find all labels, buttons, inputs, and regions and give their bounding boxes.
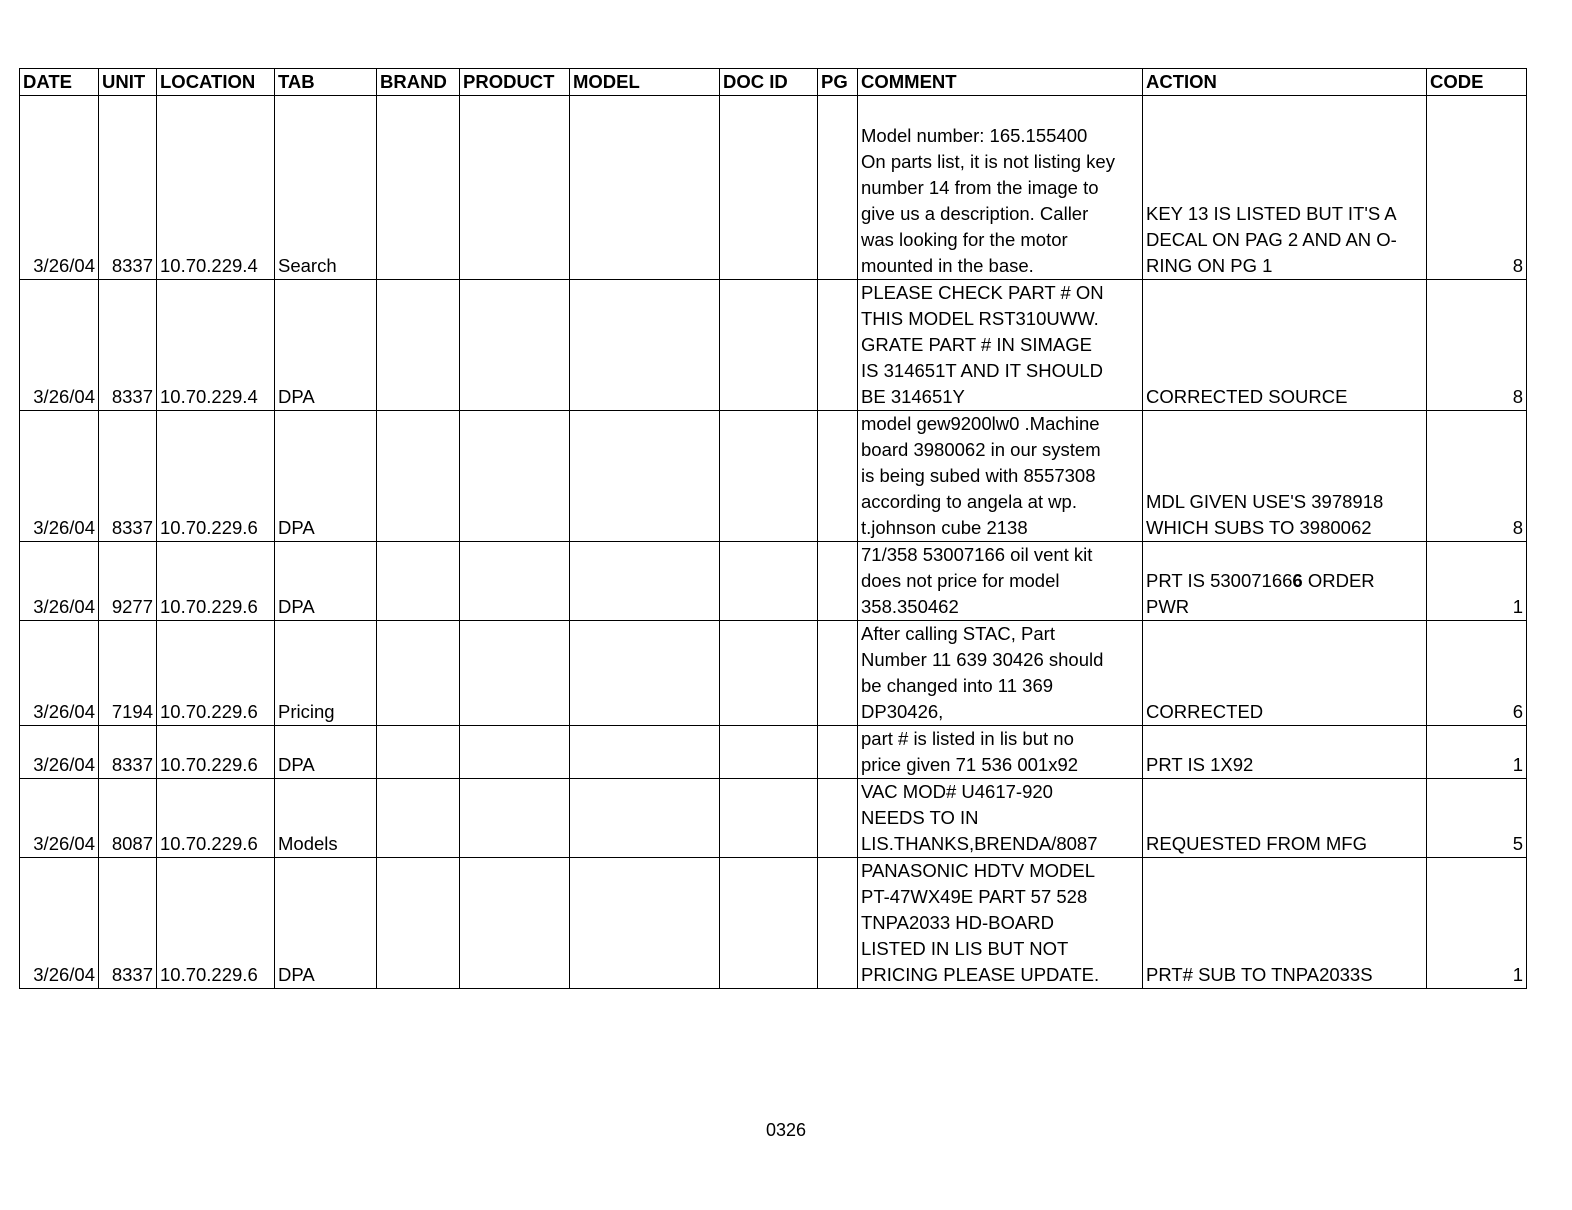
- unit-cell: 7194: [99, 621, 157, 726]
- location-cell: 10.70.229.6: [157, 621, 275, 726]
- comment-cell: After calling STAC, Part Number 11 639 30426 should be changed into 11 369 DP30426,: [858, 621, 1143, 726]
- model-cell: [570, 621, 720, 726]
- product-cell: [460, 411, 570, 542]
- tab-cell: DPA: [275, 411, 377, 542]
- tab-cell: Search: [275, 96, 377, 280]
- col-header-action: ACTION: [1143, 69, 1427, 96]
- comment-cell: 71/358 53007166 oil vent kit does not price for model 358.350462: [858, 542, 1143, 621]
- location-cell: 10.70.229.6: [157, 858, 275, 989]
- comment-cell: PLEASE CHECK PART # ON THIS MODEL RST310UWW. GRATE PART # IN SIMAGE IS 314651T AND IT SHOULD BE 314651Y: [858, 280, 1143, 411]
- pg-cell: [818, 726, 858, 779]
- table-row: [20, 280, 1527, 411]
- col-header-model: MODEL: [570, 69, 720, 96]
- tab-cell: DPA: [275, 858, 377, 989]
- pg-cell: [818, 621, 858, 726]
- code-cell: 6: [1427, 621, 1527, 726]
- doc-id-cell: [720, 726, 818, 779]
- model-cell: [570, 542, 720, 621]
- unit-cell: 9277: [99, 542, 157, 621]
- brand-cell: [377, 858, 460, 989]
- col-header-brand: BRAND: [377, 69, 460, 96]
- action-cell: PRT IS 1X92: [1143, 726, 1427, 779]
- model-cell: [570, 411, 720, 542]
- code-cell: 1: [1427, 726, 1527, 779]
- doc-id-cell: [720, 411, 818, 542]
- col-header-doc-id: DOC ID: [720, 69, 818, 96]
- unit-cell: 8337: [99, 858, 157, 989]
- location-cell: 10.70.229.6: [157, 411, 275, 542]
- table-row: [20, 411, 1527, 542]
- date-cell: 3/26/04: [20, 542, 99, 621]
- comment-cell: model gew9200lw0 .Machine board 3980062 in our system is being subed with 8557308 according to angela at wp. t.johnson cube 2138: [858, 411, 1143, 542]
- date-cell: 3/26/04: [20, 779, 99, 858]
- model-cell: [570, 779, 720, 858]
- comment-cell: PANASONIC HDTV MODEL PT-47WX49E PART 57 528 TNPA2033 HD-BOARD LISTED IN LIS BUT NOT PRICING PLEASE UPDATE.: [858, 858, 1143, 989]
- col-header-unit: UNIT: [99, 69, 157, 96]
- tab-cell: DPA: [275, 280, 377, 411]
- product-cell: [460, 280, 570, 411]
- brand-cell: [377, 779, 460, 858]
- col-header-location: LOCATION: [157, 69, 275, 96]
- pg-cell: [818, 280, 858, 411]
- code-cell: 5: [1427, 779, 1527, 858]
- unit-cell: 8337: [99, 280, 157, 411]
- action-cell: KEY 13 IS LISTED BUT IT'S A DECAL ON PAG 2 AND AN O- RING ON PG 1: [1143, 96, 1427, 280]
- location-cell: 10.70.229.6: [157, 726, 275, 779]
- location-cell: 10.70.229.6: [157, 779, 275, 858]
- date-cell: 3/26/04: [20, 858, 99, 989]
- brand-cell: [377, 280, 460, 411]
- location-cell: 10.70.229.4: [157, 280, 275, 411]
- product-cell: [460, 858, 570, 989]
- col-header-product: PRODUCT: [460, 69, 570, 96]
- code-cell: 1: [1427, 858, 1527, 989]
- doc-id-cell: [720, 96, 818, 280]
- product-cell: [460, 96, 570, 280]
- doc-id-cell: [720, 779, 818, 858]
- table-row: [20, 96, 1527, 280]
- action-cell: [1143, 542, 1427, 621]
- table-row: [20, 779, 1527, 858]
- action-text: PRT IS 53007166: [1146, 570, 1293, 591]
- product-cell: [460, 542, 570, 621]
- action-cell: CORRECTED SOURCE: [1143, 280, 1427, 411]
- code-cell: 1: [1427, 542, 1527, 621]
- brand-cell: [377, 621, 460, 726]
- comment-cell: Model number: 165.155400 On parts list, it is not listing key number 14 from the image to give us a description. Caller was looking for the motor mounted in the base.: [858, 96, 1143, 280]
- table-row: [20, 726, 1527, 779]
- code-cell: 8: [1427, 411, 1527, 542]
- date-cell: 3/26/04: [20, 96, 99, 280]
- product-cell: [460, 779, 570, 858]
- action-cell: REQUESTED FROM MFG: [1143, 779, 1427, 858]
- action-cell: PRT# SUB TO TNPA2033S: [1143, 858, 1427, 989]
- doc-id-cell: [720, 280, 818, 411]
- tab-cell: Pricing: [275, 621, 377, 726]
- model-cell: [570, 726, 720, 779]
- unit-cell: 8087: [99, 779, 157, 858]
- date-cell: 3/26/04: [20, 411, 99, 542]
- brand-cell: [377, 96, 460, 280]
- tab-cell: DPA: [275, 542, 377, 621]
- date-cell: 3/26/04: [20, 726, 99, 779]
- unit-cell: 8337: [99, 411, 157, 542]
- pg-cell: [818, 411, 858, 542]
- pg-cell: [818, 96, 858, 280]
- doc-id-cell: [720, 858, 818, 989]
- model-cell: [570, 280, 720, 411]
- col-header-code: CODE: [1427, 69, 1527, 96]
- tab-cell: Models: [275, 779, 377, 858]
- table-row: [20, 858, 1527, 989]
- model-cell: [570, 858, 720, 989]
- location-cell: 10.70.229.4: [157, 96, 275, 280]
- comment-cell: part # is listed in lis but no price given 71 536 001x92: [858, 726, 1143, 779]
- date-cell: 3/26/04: [20, 621, 99, 726]
- col-header-pg: PG: [818, 69, 858, 96]
- log-table: [19, 68, 1527, 989]
- pg-cell: [818, 542, 858, 621]
- header-row: [20, 69, 1527, 96]
- model-cell: [570, 96, 720, 280]
- product-cell: [460, 621, 570, 726]
- action-cell: MDL GIVEN USE'S 3978918 WHICH SUBS TO 3980062: [1143, 411, 1427, 542]
- action-cell: CORRECTED: [1143, 621, 1427, 726]
- action-text-tail: ORDER PWR: [1146, 570, 1375, 617]
- unit-cell: 8337: [99, 726, 157, 779]
- table-row: [20, 621, 1527, 726]
- comment-cell: VAC MOD# U4617-920 NEEDS TO IN LIS.THANKS,BRENDA/8087: [858, 779, 1143, 858]
- doc-id-cell: [720, 621, 818, 726]
- action-bold-digit: 6: [1292, 570, 1303, 591]
- date-cell: 3/26/04: [20, 280, 99, 411]
- brand-cell: [377, 411, 460, 542]
- code-cell: 8: [1427, 96, 1527, 280]
- location-cell: 10.70.229.6: [157, 542, 275, 621]
- pg-cell: [818, 858, 858, 989]
- brand-cell: [377, 542, 460, 621]
- table-row: [20, 542, 1527, 621]
- col-header-comment: COMMENT: [858, 69, 1143, 96]
- page-number: 0326: [765, 1120, 807, 1140]
- tab-cell: DPA: [275, 726, 377, 779]
- col-header-tab: TAB: [275, 69, 377, 96]
- col-header-date: DATE: [20, 69, 99, 96]
- code-cell: 8: [1427, 280, 1527, 411]
- product-cell: [460, 726, 570, 779]
- doc-id-cell: [720, 542, 818, 621]
- pg-cell: [818, 779, 858, 858]
- unit-cell: 8337: [99, 96, 157, 280]
- brand-cell: [377, 726, 460, 779]
